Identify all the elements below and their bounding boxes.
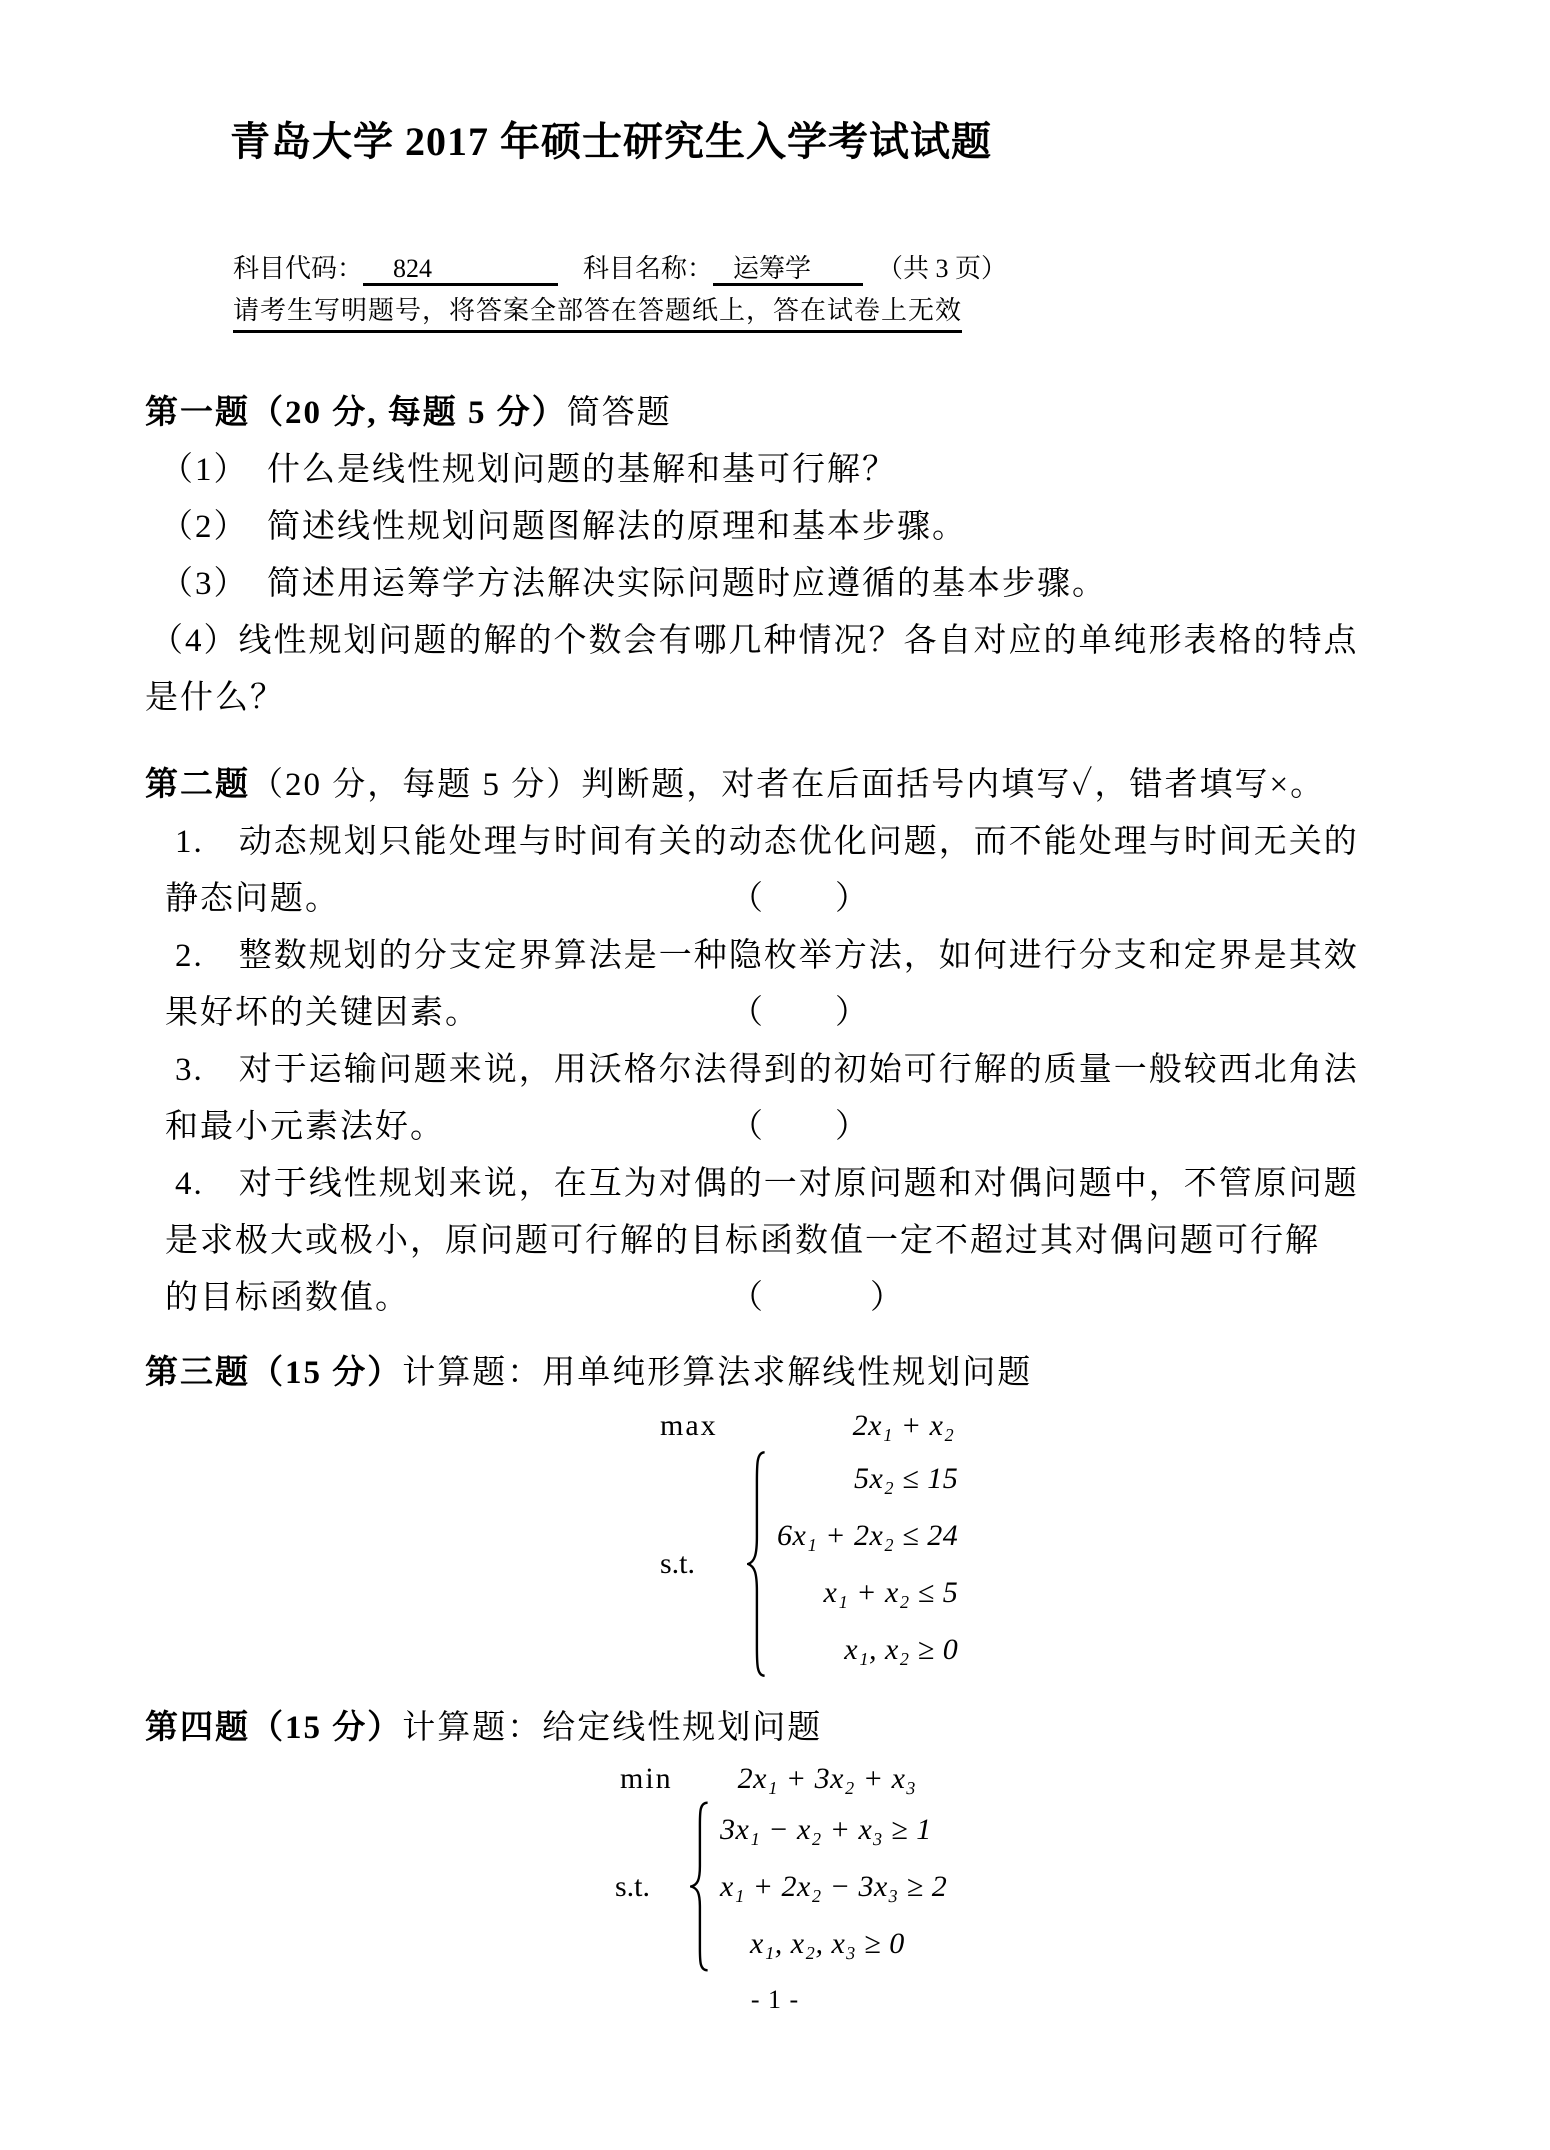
q3-constraint-3: x₁ + x₂ ≤ 5	[823, 1576, 959, 1609]
candidate-notice: 请考生写明题号，将答案全部答在答题纸上，答在试卷上无效	[233, 296, 962, 333]
q4-objective-expression: 2x₁ + 3x₂ + x₃	[737, 1762, 917, 1795]
section-2-instructions: （20 分，每题 5 分）判断题，对者在后面括号内填写✓，错者填写×。	[250, 767, 1326, 803]
section-3-header	[145, 1345, 1410, 1402]
q2-item-3-text: 和最小元素法好。	[165, 1109, 445, 1145]
subject-name-value: 运筹学	[733, 254, 812, 283]
subject-info-row	[233, 252, 1410, 286]
q1-item-4: （4）线性规划问题的解的个数会有哪几种情况？各自对应的单纯形表格的特点	[150, 623, 1359, 659]
q2-item-3-line-1: 3. 对于运输问题来说，用沃格尔法得到的初始可行解的质量一般较西北角法	[175, 1052, 1359, 1088]
q1-item-2: （2） 简述线性规划问题图解法的原理和基本步骤。	[160, 509, 967, 545]
section-4-instructions: 计算题：给定线性规划问题	[402, 1710, 823, 1746]
q2-item-2-line-2	[145, 985, 1410, 1042]
q3-objective-expression: 2x₁ + x₂	[852, 1409, 955, 1442]
q3-objective-row	[145, 1402, 1410, 1450]
q2-item-1-text: 静态问题。	[165, 881, 340, 917]
subject-code-value: 824	[393, 254, 433, 283]
section-4-header	[145, 1700, 1410, 1757]
section-2-number: 第二题	[145, 767, 250, 803]
subject-name-underline	[713, 252, 863, 286]
answer-bracket: （ ）	[730, 995, 870, 1031]
q2-item-2-text: 果好坏的关键因素。	[165, 995, 480, 1031]
q3-st-label: s.t.	[660, 1547, 696, 1580]
q1-item-4-cont: 是什么？	[145, 680, 285, 716]
section-3-number: 第三题（15 分）	[145, 1355, 403, 1391]
subject-name-label: 科目名称：	[583, 254, 714, 283]
q3-constraint-4: x₁, x₂ ≥ 0	[844, 1633, 959, 1666]
q4-st-label: s.t.	[615, 1869, 651, 1903]
q4-constraints-block	[145, 1801, 1410, 1972]
exam-title: 青岛大学 2017 年硕士研究生入学考试试题	[230, 119, 992, 164]
section-4-number: 第四题（15 分）	[145, 1710, 403, 1746]
answer-bracket: （ ）	[730, 1280, 905, 1316]
q3-objective-operator: max	[660, 1409, 718, 1442]
section-2-header	[145, 757, 1410, 814]
q4-constraint-3: x₁, x₂, x₃ ≥ 0	[750, 1927, 905, 1960]
answer-bracket: （ ）	[730, 881, 870, 917]
left-brace-icon	[747, 1450, 769, 1678]
answer-bracket: （ ）	[730, 1109, 870, 1145]
exam-body	[145, 385, 1410, 1972]
q3-constraints-block	[145, 1450, 1410, 1678]
left-brace-icon	[690, 1801, 712, 1972]
q3-constraints-column	[777, 1450, 958, 1678]
section-1-header	[145, 385, 1410, 442]
notice-row	[233, 296, 1410, 333]
q4-objective-operator: min	[620, 1762, 673, 1795]
q2-item-4-text: 的目标函数值。	[165, 1280, 410, 1316]
q2-item-4-line-1: 4. 对于线性规划来说，在互为对偶的一对原问题和对偶问题中，不管原问题	[175, 1166, 1359, 1202]
section-3-instructions: 计算题：用单纯形算法求解线性规划问题	[402, 1355, 1033, 1391]
subject-code-underline	[363, 252, 558, 286]
pages-count-note: （共 3 页）	[877, 254, 1008, 283]
q2-item-4-line-3	[145, 1270, 1410, 1327]
q2-item-1-line-2	[145, 871, 1410, 928]
section-1-number: 第一题（20 分, 每题 5 分）	[145, 395, 567, 431]
q4-constraint-2: x₁ + 2x₂ − 3x₃ ≥ 2	[720, 1870, 948, 1903]
q2-item-4-line-2: 是求极大或极小，原问题可行解的目标函数值一定不超过其对偶问题可行解	[165, 1223, 1320, 1259]
page-number: - 1 -	[750, 1985, 800, 2014]
section-1-type: 简答题	[566, 395, 672, 431]
q1-item-1: （1） 什么是线性规划问题的基解和基可行解？	[160, 452, 897, 488]
q2-item-3-line-2	[145, 1099, 1410, 1156]
q4-constraint-1: 3x₁ − x₂ + x₃ ≥ 1	[720, 1813, 932, 1846]
q4-constraints-column	[720, 1801, 947, 1972]
q4-objective-row	[145, 1757, 1410, 1801]
q3-constraint-1: 5x₂ ≤ 15	[854, 1462, 959, 1495]
q3-constraint-2: 6x₁ + 2x₂ ≤ 24	[777, 1519, 959, 1552]
q2-item-2-line-1: 2. 整数规划的分支定界算法是一种隐枚举方法，如何进行分支和定界是其效	[175, 938, 1359, 974]
q1-item-3: （3） 简述用运筹学方法解决实际问题时应遵循的基本步骤。	[160, 566, 1107, 602]
subject-code-label: 科目代码：	[233, 254, 364, 283]
q2-item-1-line-1: 1. 动态规划只能处理与时间有关的动态优化问题，而不能处理与时间无关的	[175, 824, 1359, 860]
